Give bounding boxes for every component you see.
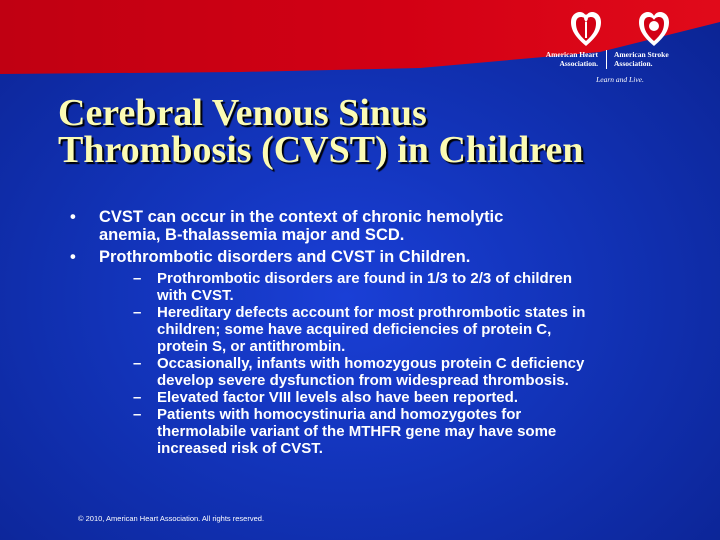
- sub-bullet-line: protein S, or antithrombin.: [157, 338, 346, 355]
- sub-bullet-line: children; some have acquired deficiencies of protein C,: [157, 321, 552, 338]
- sub-bullet-item: [133, 270, 720, 304]
- bullet-marker: •: [70, 248, 76, 266]
- title-line: Thrombosis (CVST) in Children: [58, 129, 584, 171]
- logo-divider: [606, 50, 607, 69]
- slide-body: [70, 208, 670, 457]
- sub-bullet-item: [133, 355, 720, 389]
- logo-tagline: Learn and Live.: [596, 75, 644, 84]
- title-line: Cerebral Venous Sinus: [58, 92, 427, 134]
- sub-bullet-marker: –: [133, 355, 142, 372]
- bullet-line: anemia, B-thalassemia major and SCD.: [99, 226, 405, 244]
- stroke-logo-icon: [638, 8, 670, 48]
- aha-asa-logo: [530, 8, 710, 96]
- sub-bullet-line: develop severe dysfunction from widespread thrombosis.: [157, 372, 569, 389]
- asa-org-name: [614, 50, 694, 68]
- aha-name-line: Association.: [559, 59, 598, 68]
- sub-bullet-list: [70, 270, 670, 457]
- bullet-line: CVST can occur in the context of chronic hemolytic: [99, 208, 504, 226]
- sub-bullet-line: Occasionally, infants with homozygous protein C deficiency: [157, 355, 585, 372]
- sub-bullet-line: Prothrombotic disorders are found in 1/3 to 2/3 of children: [157, 270, 573, 287]
- aha-org-name: [536, 50, 598, 68]
- sub-bullet-line: with CVST.: [157, 287, 234, 304]
- aha-name-line: American Heart: [545, 50, 598, 59]
- bullet-marker: •: [70, 208, 76, 226]
- bullet-line: Prothrombotic disorders and CVST in Children.: [99, 248, 471, 266]
- sub-bullet-line: Elevated factor VIII levels also have been reported.: [157, 389, 518, 406]
- sub-bullet-marker: –: [133, 389, 142, 406]
- heart-torch-icon: [570, 8, 602, 48]
- slide-title: [58, 92, 708, 171]
- copyright-notice: © 2010, American Heart Association. All rights reserved.: [78, 514, 265, 523]
- bullet-item: [70, 248, 670, 266]
- sub-bullet-line: Hereditary defects account for most prothrombotic states in: [157, 304, 586, 321]
- bullet-item: [70, 208, 670, 244]
- asa-name-line: Association.: [614, 59, 653, 68]
- sub-bullet-marker: –: [133, 270, 142, 287]
- sub-bullet-marker: –: [133, 406, 142, 423]
- sub-bullet-line: thermolabile variant of the MTHFR gene may have some: [157, 423, 557, 440]
- sub-bullet-line: Patients with homocystinuria and homozygotes for: [157, 406, 522, 423]
- asa-name-line: American Stroke: [614, 50, 669, 59]
- sub-bullet-item: [133, 406, 720, 457]
- sub-bullet-item: [133, 304, 720, 355]
- sub-bullet-marker: –: [133, 304, 142, 321]
- sub-bullet-line: increased risk of CVST.: [157, 440, 323, 457]
- sub-bullet-item: [133, 389, 720, 406]
